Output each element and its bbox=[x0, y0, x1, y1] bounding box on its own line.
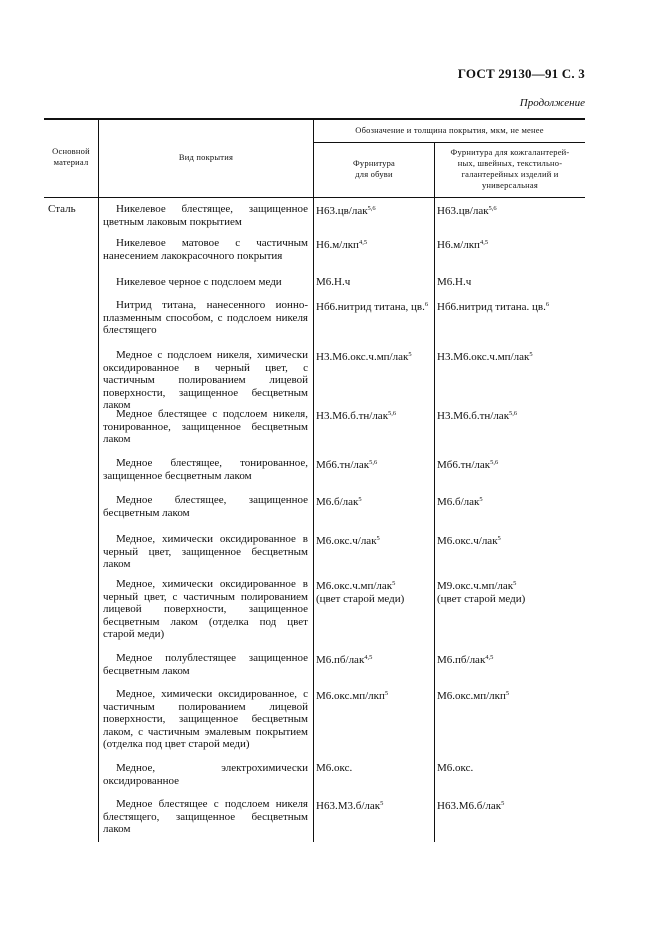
coating-code: М6.окс. bbox=[437, 762, 474, 774]
footnote-ref: 4,5 bbox=[358, 239, 368, 246]
coating-code: Мб6.тн/лак bbox=[437, 459, 491, 471]
footnote-ref: 5,6 bbox=[509, 410, 518, 417]
footnote-ref: 5 bbox=[513, 580, 517, 587]
coating-code: М6.Н.ч bbox=[316, 276, 351, 288]
footnote-ref: 5,6 bbox=[490, 459, 499, 466]
shoes-designation-code bbox=[316, 494, 436, 509]
leather-designation bbox=[437, 652, 585, 667]
coating-code: М6.окс.ч.мп/лак bbox=[316, 580, 393, 592]
shoes-designation bbox=[316, 652, 436, 667]
footnote-ref: 5,6 bbox=[367, 205, 376, 212]
shoes-designation bbox=[316, 237, 436, 252]
column-header-material: Основной материал bbox=[52, 146, 90, 167]
coating-code: Н6.м/лкп bbox=[316, 239, 359, 251]
material-cell: Сталь bbox=[48, 203, 76, 215]
footnote-ref: 5,6 bbox=[388, 410, 397, 417]
column-header-coating-type: Вид покрытия bbox=[178, 152, 234, 162]
coating-code: Нб6.нитрид титана. цв. bbox=[437, 301, 546, 313]
coating-code: Н63.цв/лак bbox=[316, 205, 368, 217]
shoes-designation-code bbox=[316, 349, 436, 364]
leather-designation bbox=[437, 457, 585, 472]
coating-description: Медное блестящее, защищенное бесцветным лаком bbox=[103, 494, 308, 519]
leather-designation-code bbox=[437, 762, 585, 775]
shoes-designation bbox=[316, 349, 436, 364]
leather-designation bbox=[437, 578, 585, 605]
footnote-ref: 4,5 bbox=[479, 239, 489, 246]
coating-code: М6.окс. bbox=[316, 762, 353, 774]
footnote-ref: 4,5 bbox=[485, 654, 494, 661]
shoes-designation bbox=[316, 494, 436, 509]
coating-code: М6.окс.ч/лак bbox=[437, 535, 498, 547]
leather-designation bbox=[437, 494, 585, 509]
shoes-designation bbox=[316, 457, 436, 472]
leather-designation-code bbox=[437, 349, 585, 364]
footnote-ref: 5,6 bbox=[488, 205, 497, 212]
shoes-designation-code bbox=[316, 652, 436, 667]
footnote-ref: 5 bbox=[408, 351, 412, 358]
shoes-designation bbox=[316, 408, 436, 423]
leather-designation-code bbox=[437, 203, 585, 218]
coating-description: Медное, химически оксидированное в черный цвет, защищенное бесцветным лаком bbox=[103, 533, 308, 570]
coating-code: М9.окс.ч.мп/лак bbox=[437, 580, 514, 592]
shoes-designation bbox=[316, 798, 436, 813]
continuation-label: Продолжение bbox=[519, 97, 585, 109]
leather-designation bbox=[437, 408, 585, 423]
coating-code: М6.окс.ч/лак bbox=[316, 535, 377, 547]
footnote-ref: 5 bbox=[497, 535, 501, 542]
footnote-ref: 5 bbox=[501, 800, 505, 807]
coating-code: М6.б/лак bbox=[316, 496, 359, 508]
shoes-designation bbox=[316, 578, 436, 605]
shoes-designation bbox=[316, 203, 436, 218]
coating-code: Мб6.тн/лак bbox=[316, 459, 370, 471]
shoes-designation-code bbox=[316, 408, 436, 423]
leather-designation-code bbox=[437, 688, 585, 703]
footnote-ref: 6 bbox=[424, 301, 429, 308]
leather-designation bbox=[437, 688, 585, 703]
coating-code: М6.пб/лак bbox=[316, 654, 365, 666]
shoes-designation-code bbox=[316, 203, 436, 218]
shoes-designation-code bbox=[316, 798, 436, 813]
leather-designation bbox=[437, 798, 585, 813]
leather-designation-code bbox=[437, 533, 585, 548]
leather-designation-code bbox=[437, 798, 585, 813]
shoes-designation-code bbox=[316, 299, 436, 314]
coating-description: Медное блестящее, тонированное, защищенное бесцветным лаком bbox=[103, 457, 308, 482]
leather-designation bbox=[437, 349, 585, 364]
leather-designation bbox=[437, 762, 585, 775]
coating-code: Н3.М6.окс.ч.мп/лак bbox=[316, 351, 409, 363]
footnote-ref: 5 bbox=[529, 351, 533, 358]
coating-code: Нб6.нитрид титана, цв. bbox=[316, 301, 425, 313]
leather-designation-code bbox=[437, 299, 585, 314]
shoes-designation bbox=[316, 688, 436, 703]
coating-note: (цвет старой меди) bbox=[437, 592, 526, 605]
leather-designation bbox=[437, 299, 585, 314]
coating-description: Медное, химически оксидированное в черный цвет, с частичным полированием лицевой поверхности, защищенное бесцветным лаком (отделка под цвет старой меди) bbox=[103, 578, 308, 640]
shoes-designation-code bbox=[316, 688, 436, 703]
leather-designation bbox=[437, 276, 585, 289]
coating-note: (цвет старой меди) bbox=[316, 592, 405, 605]
coating-code: Н3.М6.б.тн/лак bbox=[316, 410, 389, 422]
shoes-designation-code bbox=[316, 533, 436, 548]
footnote-ref: 5 bbox=[376, 535, 380, 542]
coating-description: Медное блестящее с подслоем никеля блестящего, защищенное бесцветным лаком bbox=[103, 798, 308, 835]
coating-description: Нитрид титана, нанесенного ионно-плазменным способом, с подслоем никеля блестящего bbox=[103, 299, 308, 336]
coating-description: Медное с подслоем никеля, химически оксидированное в черный цвет, с частичным полированием лицевой поверхности, защищенное бесцветным лаком bbox=[103, 349, 308, 411]
shoes-designation-code bbox=[316, 762, 436, 775]
leather-designation bbox=[437, 533, 585, 548]
coating-code: М6.пб/лак bbox=[437, 654, 486, 666]
leather-designation-code bbox=[437, 408, 585, 423]
coating-description: Медное блестящее с подслоем никеля, тонированное, защищенное бесцветным лаком bbox=[103, 408, 308, 445]
column-divider bbox=[313, 118, 314, 842]
leather-designation-code bbox=[437, 276, 585, 289]
leather-designation-code bbox=[437, 652, 585, 667]
column-header-leather-goods: Фурнитура для кожгалантерей- ных, швейных, текстильно- галантерейных изделий и универсальная bbox=[450, 147, 570, 190]
shoes-designation-code bbox=[316, 237, 436, 252]
leather-designation-code bbox=[437, 457, 585, 472]
page-header-title: ГОСТ 29130—91 С. 3 bbox=[457, 66, 585, 81]
footnote-ref: 5,6 bbox=[369, 459, 378, 466]
table-subheader-rule bbox=[313, 142, 585, 143]
coating-code: Н3.М6.окс.ч.мп/лак bbox=[437, 351, 530, 363]
coating-code: Н63.цв/лак bbox=[437, 205, 489, 217]
footnote-ref: 5 bbox=[479, 496, 483, 503]
shoes-designation-code bbox=[316, 276, 436, 289]
footnote-ref: 5 bbox=[384, 690, 389, 697]
coating-description: Никелевое блестящее, защищенное цветным лаковым покрытием bbox=[103, 203, 308, 228]
column-divider bbox=[98, 118, 99, 842]
shoes-designation bbox=[316, 299, 436, 314]
coating-description: Медное, химически оксидированное, с частичным полированием лицевой поверхности, защищенное бесцветным лаком, с частичным эмалевым покрытием (отделка под цвет старой меди) bbox=[103, 688, 308, 750]
footnote-ref: 5 bbox=[380, 800, 384, 807]
footnote-ref: 5 bbox=[392, 580, 396, 587]
shoes-designation-code bbox=[316, 578, 436, 593]
shoes-designation bbox=[316, 533, 436, 548]
coating-code: Н6.м/лкп bbox=[437, 239, 480, 251]
footnote-ref: 5 bbox=[505, 690, 510, 697]
shoes-designation bbox=[316, 762, 436, 775]
coating-description: Никелевое матовое с частичным нанесением лакокрасочного покрытия bbox=[103, 237, 308, 262]
table-header-bottom-rule bbox=[44, 197, 585, 198]
shoes-designation-code bbox=[316, 457, 436, 472]
coating-description: Никелевое черное с подслоем меди bbox=[116, 276, 282, 288]
column-header-shoes: Фурнитура для обуви bbox=[353, 158, 395, 179]
footnote-ref: 4,5 bbox=[364, 654, 373, 661]
footnote-ref: 6 bbox=[545, 301, 550, 308]
coating-description: Медное, электрохимически оксидированное bbox=[103, 762, 308, 787]
footnote-ref: 5 bbox=[358, 496, 362, 503]
column-header-designation: Обозначение и толщина покрытия, мкм, не менее bbox=[355, 125, 544, 135]
leather-designation-code bbox=[437, 237, 585, 252]
coating-code: М6.б/лак bbox=[437, 496, 480, 508]
coating-code: М6.окс.мп/лкп bbox=[437, 690, 506, 702]
coating-code: Н63.М6.б/лак bbox=[437, 800, 502, 812]
coating-description: Медное полублестящее защищенное бесцветным лаком bbox=[103, 652, 308, 677]
coating-code: Н3.М6.б.тн/лак bbox=[437, 410, 510, 422]
leather-designation bbox=[437, 237, 585, 252]
coating-code: М6.окс.мп/лкп bbox=[316, 690, 385, 702]
table-top-rule bbox=[44, 118, 585, 120]
shoes-designation bbox=[316, 276, 436, 289]
coating-code: М6.Н.ч bbox=[437, 276, 472, 288]
leather-designation-code bbox=[437, 578, 585, 593]
leather-designation bbox=[437, 203, 585, 218]
coating-code: Н63.М3.б/лак bbox=[316, 800, 381, 812]
leather-designation-code bbox=[437, 494, 585, 509]
